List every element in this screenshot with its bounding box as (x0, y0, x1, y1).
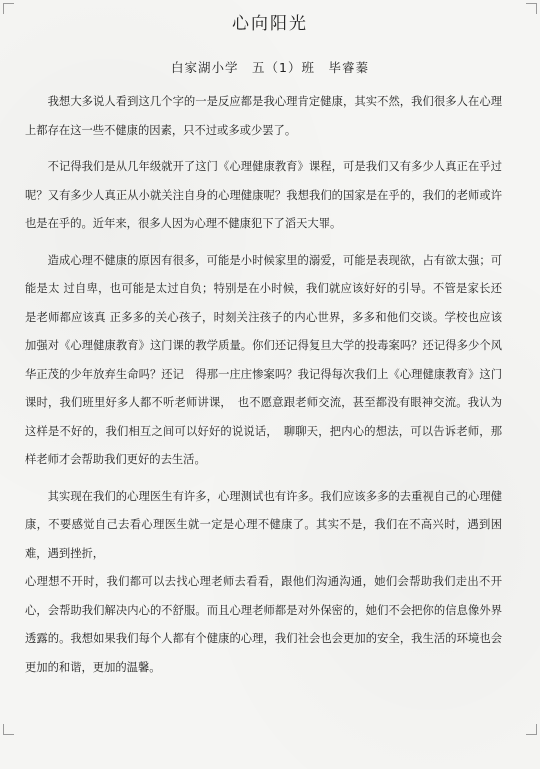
paragraph: 不记得我们是从几年级就开了这门《心理健康教育》课程，可是我们又有多少人真正在乎过呢？又有多少人真正从小就关注自身的心理健康呢？我想我们的国家是在乎的，我们的老师或许也是在乎的。近年来，很多人因为心理不健康犯下了滔天大罪。 (25, 160, 502, 230)
paragraph: 其实现在我们的心理医生有许多，心理测试也有许多。我们应该多多的去重视自己的心理健康，不要感觉自己去看心理医生就一定是心理不健康了。其实不是，我们在不高兴时，遇到困难，遇到挫折， (25, 489, 502, 560)
author-byline: 白家湖小学 五（1）班 毕睿蓁 (171, 60, 369, 75)
paragraph: 造成心理不健康的原因有很多，可能是小时候家里的溺爱，可能是表现欲，占有欲太强；可能是太 过自卑，也可能是太过自负；特别是在小时候，我们就应该好好的引导。不管是家长还是老师都应该真 正多多的关心孩子，时刻关注孩子的内心世界，多多和他们交谈。学校也应该加强对《心理健康教育》这门课的教学质量。你们还记得复旦大学的投毒案吗？还记得多少个风华正茂的少年放弃生命吗？还记 得那一庄庄惨案吗？我记得每次我们上《心理健康教育》这门课时，我们班里好多人都不听老师讲课， 也不愿意跟老师交流，甚至都没有眼神交流。我认为这样是不好的，我们相互之间可以好好的说说话， 聊聊天，把内心的想法，可以告诉老师，那样老师才会帮助我们更好的去生活。 (25, 253, 502, 466)
paragraph: 我想大多说人看到这几个字的一是反应都是我心理肯定健康，其实不然，我们很多人在心理上都存在这一些不健康的因素，只不过或多或少罢了。 (25, 95, 502, 137)
essay-body (25, 88, 502, 682)
paragraph: 心理想不开时，我们都可以去找心理老师去看看，跟他们沟通沟通，她们会帮助我们走出不开心，会帮助我们解决内心的不舒服。而且心理老师都是对外保密的，她们不会把你的信息像外界透露的。我想如果我们每个人都有个健康的心理，我们社会也会更加的安全，我生活的环境也会更加的和谐，更加的温馨。 (25, 575, 502, 674)
corner-mark-bottom-right (526, 724, 537, 735)
corner-mark-bottom-left (3, 724, 14, 735)
essay-title: 心向阳光 (232, 14, 308, 34)
